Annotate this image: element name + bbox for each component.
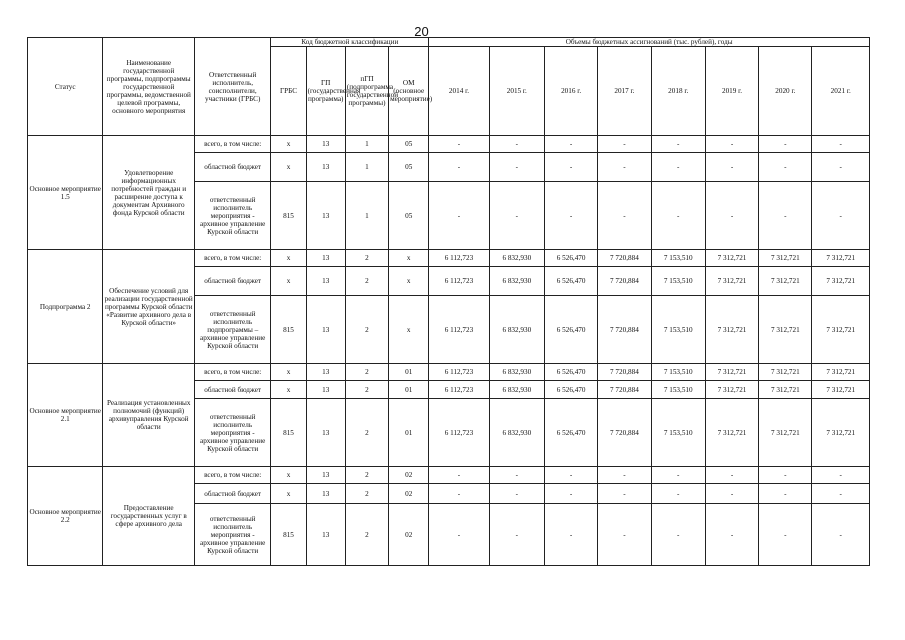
header-status: Статус bbox=[28, 38, 103, 136]
header-code-group: Код бюджетной классификации bbox=[271, 38, 429, 47]
value-cell: - bbox=[812, 484, 870, 504]
header-pgp: пГП (подпрограмма государственной программы) bbox=[345, 47, 388, 136]
value-cell: 7 312,721 bbox=[705, 399, 758, 467]
executor-cell: областной бюджет bbox=[194, 484, 270, 504]
gp-cell: 13 bbox=[306, 364, 345, 381]
value-cell: - bbox=[651, 484, 705, 504]
value-cell: 7 153,510 bbox=[651, 267, 705, 296]
gp-cell: 13 bbox=[306, 504, 345, 566]
executor-cell: всего, в том числе: bbox=[194, 250, 270, 267]
value-cell: - bbox=[705, 136, 758, 153]
header-grbs: ГРБС bbox=[271, 47, 306, 136]
gp-cell: 13 bbox=[306, 484, 345, 504]
value-cell: - bbox=[812, 136, 870, 153]
header-year: 2014 г. bbox=[429, 47, 489, 136]
gp-cell: 13 bbox=[306, 399, 345, 467]
gp-cell: 13 bbox=[306, 250, 345, 267]
grbs-cell: 815 bbox=[271, 182, 306, 250]
value-cell: - bbox=[598, 182, 651, 250]
gp-cell: 13 bbox=[306, 136, 345, 153]
value-cell: 6 832,930 bbox=[489, 296, 544, 364]
om-cell: 01 bbox=[389, 364, 429, 381]
value-cell: - bbox=[705, 182, 758, 250]
table-row bbox=[28, 250, 870, 267]
om-cell: 01 bbox=[389, 381, 429, 399]
value-cell: - bbox=[651, 504, 705, 566]
executor-cell: ответственный исполнитель мероприятия - архивное управление Курской области bbox=[194, 504, 270, 566]
value-cell: - bbox=[651, 467, 705, 484]
budget-table bbox=[27, 37, 870, 566]
value-cell: 7 312,721 bbox=[759, 364, 812, 381]
value-cell: - bbox=[544, 153, 597, 182]
block-name: Удовлетворение информационных потребностей граждан и расширение доступа к документам Архивного фонда Курской области bbox=[103, 136, 195, 250]
om-cell: 02 bbox=[389, 467, 429, 484]
value-cell: - bbox=[489, 484, 544, 504]
gp-cell: 13 bbox=[306, 267, 345, 296]
grbs-cell: х bbox=[271, 136, 306, 153]
pgp-cell: 2 bbox=[345, 484, 388, 504]
value-cell: - bbox=[759, 136, 812, 153]
grbs-cell: х bbox=[271, 484, 306, 504]
value-cell: - bbox=[544, 182, 597, 250]
value-cell: - bbox=[705, 467, 758, 484]
value-cell: - bbox=[489, 153, 544, 182]
block-name: Предоставление государственных услуг в сфере архивного дела bbox=[103, 467, 195, 566]
value-cell: 6 832,930 bbox=[489, 364, 544, 381]
value-cell: 7 312,721 bbox=[705, 267, 758, 296]
header-year: 2017 г. bbox=[598, 47, 651, 136]
value-cell: 6 832,930 bbox=[489, 381, 544, 399]
value-cell: 6 526,470 bbox=[544, 381, 597, 399]
header-om: ОМ (основное мероприятие) bbox=[389, 47, 429, 136]
value-cell: - bbox=[651, 136, 705, 153]
grbs-cell: 815 bbox=[271, 399, 306, 467]
value-cell: 6 112,723 bbox=[429, 364, 489, 381]
table-row bbox=[28, 467, 870, 484]
pgp-cell: 2 bbox=[345, 381, 388, 399]
value-cell: 6 832,930 bbox=[489, 399, 544, 467]
om-cell: х bbox=[389, 296, 429, 364]
value-cell: 7 312,721 bbox=[705, 250, 758, 267]
value-cell: 7 312,721 bbox=[759, 267, 812, 296]
executor-cell: областной бюджет bbox=[194, 267, 270, 296]
pgp-cell: 1 bbox=[345, 153, 388, 182]
value-cell: 7 153,510 bbox=[651, 381, 705, 399]
value-cell: - bbox=[489, 467, 544, 484]
value-cell: - bbox=[651, 182, 705, 250]
value-cell: - bbox=[429, 153, 489, 182]
value-cell: 7 720,884 bbox=[598, 399, 651, 467]
gp-cell: 13 bbox=[306, 296, 345, 364]
om-cell: 05 bbox=[389, 182, 429, 250]
value-cell: 7 153,510 bbox=[651, 296, 705, 364]
om-cell: 01 bbox=[389, 399, 429, 467]
value-cell: - bbox=[429, 182, 489, 250]
value-cell: 6 526,470 bbox=[544, 267, 597, 296]
executor-cell: всего, в том числе: bbox=[194, 467, 270, 484]
pgp-cell: 2 bbox=[345, 267, 388, 296]
value-cell: 7 720,884 bbox=[598, 250, 651, 267]
header-year: 2021 г. bbox=[812, 47, 870, 136]
value-cell: 7 312,721 bbox=[759, 250, 812, 267]
value-cell: 6 112,723 bbox=[429, 250, 489, 267]
value-cell: - bbox=[759, 467, 812, 484]
pgp-cell: 2 bbox=[345, 504, 388, 566]
header-year: 2015 г. bbox=[489, 47, 544, 136]
value-cell: 7 720,884 bbox=[598, 296, 651, 364]
value-cell: 6 112,723 bbox=[429, 381, 489, 399]
value-cell: 7 312,721 bbox=[812, 267, 870, 296]
om-cell: 05 bbox=[389, 136, 429, 153]
executor-cell: ответственный исполнитель мероприятия - архивное управление Курской области bbox=[194, 399, 270, 467]
value-cell: 6 526,470 bbox=[544, 399, 597, 467]
value-cell: - bbox=[544, 136, 597, 153]
grbs-cell: 815 bbox=[271, 296, 306, 364]
value-cell: 6 526,470 bbox=[544, 250, 597, 267]
om-cell: 02 bbox=[389, 504, 429, 566]
table-row bbox=[28, 364, 870, 381]
pgp-cell: 2 bbox=[345, 467, 388, 484]
pgp-cell: 2 bbox=[345, 399, 388, 467]
header-name: Наименование государственной программы, подпрограммы государственной программы, ведомственной целевой программы, основного мероприятия bbox=[103, 38, 195, 136]
value-cell: 6 112,723 bbox=[429, 267, 489, 296]
value-cell: - bbox=[598, 467, 651, 484]
value-cell: 7 153,510 bbox=[651, 364, 705, 381]
gp-cell: 13 bbox=[306, 381, 345, 399]
value-cell: - bbox=[489, 182, 544, 250]
value-cell: - bbox=[759, 484, 812, 504]
pgp-cell: 2 bbox=[345, 296, 388, 364]
value-cell: - bbox=[651, 153, 705, 182]
value-cell: 7 312,721 bbox=[759, 296, 812, 364]
value-cell: 7 312,721 bbox=[812, 250, 870, 267]
pgp-cell: 1 bbox=[345, 136, 388, 153]
value-cell: 6 112,723 bbox=[429, 399, 489, 467]
om-cell: 05 bbox=[389, 153, 429, 182]
header-year: 2016 г. bbox=[544, 47, 597, 136]
gp-cell: 13 bbox=[306, 467, 345, 484]
value-cell: 7 312,721 bbox=[705, 381, 758, 399]
value-cell: 6 526,470 bbox=[544, 296, 597, 364]
table-block bbox=[28, 250, 870, 364]
grbs-cell: х bbox=[271, 467, 306, 484]
value-cell: - bbox=[429, 467, 489, 484]
value-cell: - bbox=[429, 484, 489, 504]
header-executor: Ответственный исполнитель, соисполнители, участники (ГРБС) bbox=[194, 38, 270, 136]
executor-cell: ответственный исполнитель подпрограммы – архивное управление Курской области bbox=[194, 296, 270, 364]
grbs-cell: х bbox=[271, 364, 306, 381]
page-number: 20 bbox=[414, 24, 429, 39]
value-cell: 7 312,721 bbox=[759, 399, 812, 467]
value-cell: 7 720,884 bbox=[598, 267, 651, 296]
value-cell: - bbox=[759, 504, 812, 566]
executor-cell: ответственный исполнитель мероприятия - архивное управление Курской области bbox=[194, 182, 270, 250]
grbs-cell: х bbox=[271, 153, 306, 182]
pgp-cell: 1 bbox=[345, 182, 388, 250]
block-status: Основное мероприятие 2.2 bbox=[28, 467, 103, 566]
om-cell: 02 bbox=[389, 484, 429, 504]
value-cell: 7 720,884 bbox=[598, 364, 651, 381]
table-block bbox=[28, 364, 870, 467]
value-cell: - bbox=[598, 484, 651, 504]
value-cell: - bbox=[489, 136, 544, 153]
value-cell: - bbox=[812, 153, 870, 182]
value-cell: - bbox=[598, 504, 651, 566]
gp-cell: 13 bbox=[306, 153, 345, 182]
block-name: Реализация установленных полномочий (функций) архивуправления Курской области bbox=[103, 364, 195, 467]
grbs-cell: х bbox=[271, 250, 306, 267]
grbs-cell: 815 bbox=[271, 504, 306, 566]
table-block bbox=[28, 136, 870, 250]
om-cell: х bbox=[389, 250, 429, 267]
block-status: Основное мероприятие 2.1 bbox=[28, 364, 103, 467]
value-cell: 7 312,721 bbox=[705, 364, 758, 381]
value-cell: 7 312,721 bbox=[705, 296, 758, 364]
grbs-cell: х bbox=[271, 267, 306, 296]
value-cell: 6 832,930 bbox=[489, 267, 544, 296]
value-cell: - bbox=[544, 504, 597, 566]
value-cell: 7 153,510 bbox=[651, 250, 705, 267]
value-cell: 6 112,723 bbox=[429, 296, 489, 364]
header-gp: ГП (государственная программа) bbox=[306, 47, 345, 136]
value-cell: - bbox=[759, 182, 812, 250]
header-year: 2019 г. bbox=[705, 47, 758, 136]
value-cell: - bbox=[429, 136, 489, 153]
value-cell: 7 312,721 bbox=[759, 381, 812, 399]
value-cell: 6 526,470 bbox=[544, 364, 597, 381]
gp-cell: 13 bbox=[306, 182, 345, 250]
om-cell: х bbox=[389, 267, 429, 296]
value-cell: 6 832,930 bbox=[489, 250, 544, 267]
block-status: Основное мероприятие 1.5 bbox=[28, 136, 103, 250]
value-cell: - bbox=[705, 484, 758, 504]
header-year: 2018 г. bbox=[651, 47, 705, 136]
executor-cell: областной бюджет bbox=[194, 381, 270, 399]
header-year: 2020 г. bbox=[759, 47, 812, 136]
table-block bbox=[28, 467, 870, 566]
pgp-cell: 2 bbox=[345, 364, 388, 381]
value-cell: 7 720,884 bbox=[598, 381, 651, 399]
executor-cell: всего, в том числе: bbox=[194, 136, 270, 153]
header-volume-group: Объемы бюджетных ассигнований (тыс. рублей), годы bbox=[429, 38, 870, 47]
value-cell: - bbox=[705, 504, 758, 566]
value-cell: - bbox=[598, 153, 651, 182]
block-status: Подпрограмма 2 bbox=[28, 250, 103, 364]
executor-cell: областной бюджет bbox=[194, 153, 270, 182]
table-row bbox=[28, 136, 870, 153]
grbs-cell: х bbox=[271, 381, 306, 399]
value-cell: - bbox=[812, 504, 870, 566]
value-cell: 7 153,510 bbox=[651, 399, 705, 467]
executor-cell: всего, в том числе: bbox=[194, 364, 270, 381]
value-cell: - bbox=[429, 504, 489, 566]
block-name: Обеспечение условий для реализации государственной программы Курской области «Развитие архивного дела в Курской области» bbox=[103, 250, 195, 364]
value-cell: - bbox=[598, 136, 651, 153]
value-cell: 7 312,721 bbox=[812, 364, 870, 381]
value-cell: - bbox=[544, 484, 597, 504]
value-cell: - bbox=[812, 467, 870, 484]
value-cell: - bbox=[812, 182, 870, 250]
value-cell: 7 312,721 bbox=[812, 296, 870, 364]
value-cell: 7 312,721 bbox=[812, 381, 870, 399]
value-cell: - bbox=[544, 467, 597, 484]
value-cell: - bbox=[705, 153, 758, 182]
value-cell: - bbox=[759, 153, 812, 182]
value-cell: - bbox=[489, 504, 544, 566]
pgp-cell: 2 bbox=[345, 250, 388, 267]
value-cell: 7 312,721 bbox=[812, 399, 870, 467]
